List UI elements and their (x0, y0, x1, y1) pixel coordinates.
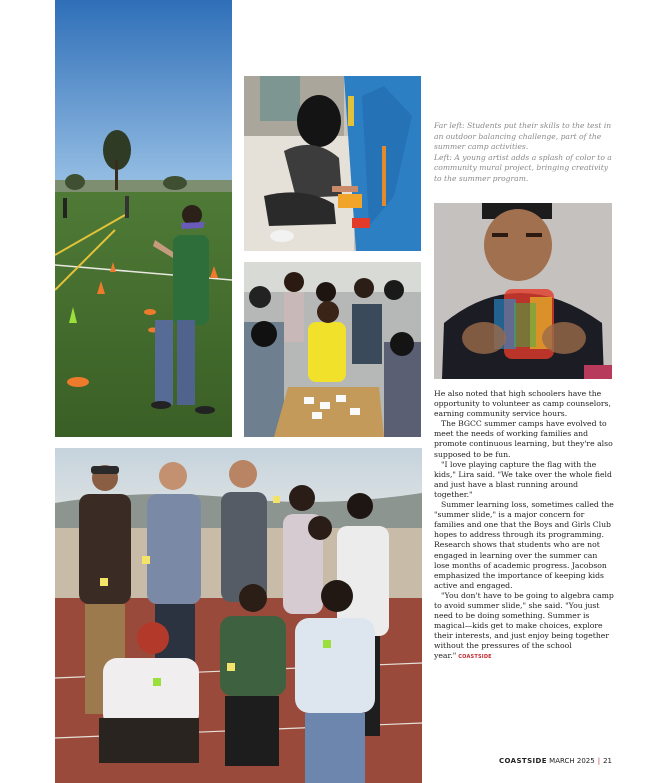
article-body (434, 389, 614, 663)
photo-puzzle-cube (434, 203, 612, 379)
article-paragraph: "I love playing capture the flag with the kids," Lira said. "We take over the whole field and just have a blast running around together." (434, 459, 612, 499)
photo-kids-table-game (244, 262, 421, 437)
page-folio (499, 757, 612, 765)
folio-separator: | (597, 757, 601, 765)
folio-publication: COASTSIDE (498, 757, 547, 765)
folio-issue: MARCH 2025 (549, 757, 595, 765)
photo-caption (434, 121, 614, 185)
photo-mural-artist (244, 76, 421, 251)
end-mark-logo: COASTSIDE (458, 654, 492, 661)
article-paragraph-text: "You don't have to be going to algebra camp to avoid summer slide," she said. "You just need to be doing something. Summer is magical—kids get to make choices, explore their interests, and just enjoy being together without the pressures of the school year." (434, 590, 614, 661)
article-paragraph: Summer learning loss, sometimes called the "summer slide," is a major concern for families and one that the Boys and Girls Club hopes to address through its programming. Research shows that students who are not engaged in learning over the summer can lose months of academic progress. Jacobson emphasized the importance of keeping kids active and engaged. (434, 500, 614, 590)
folio-page-number: 21 (603, 757, 612, 765)
photo-group-cubes (55, 448, 422, 783)
article-paragraph: He also noted that high schoolers have the opportunity to volunteer as camp counselors, earning community service hours. (434, 389, 611, 419)
article-paragraph-last (434, 591, 614, 663)
caption-far-left: Far left: Students put their skills to the test in an outdoor balancing challenge, part of the summer camp activities. (434, 121, 612, 152)
photo-field-balancing (55, 0, 232, 437)
article-paragraph: The BGCC summer camps have evolved to meet the needs of working families and promote continuous learning, but they're also supposed to be fun. (434, 419, 613, 459)
caption-left: Left: A young artist adds a splash of color to a community mural project, bringing creativity to the summer program. (434, 152, 612, 183)
